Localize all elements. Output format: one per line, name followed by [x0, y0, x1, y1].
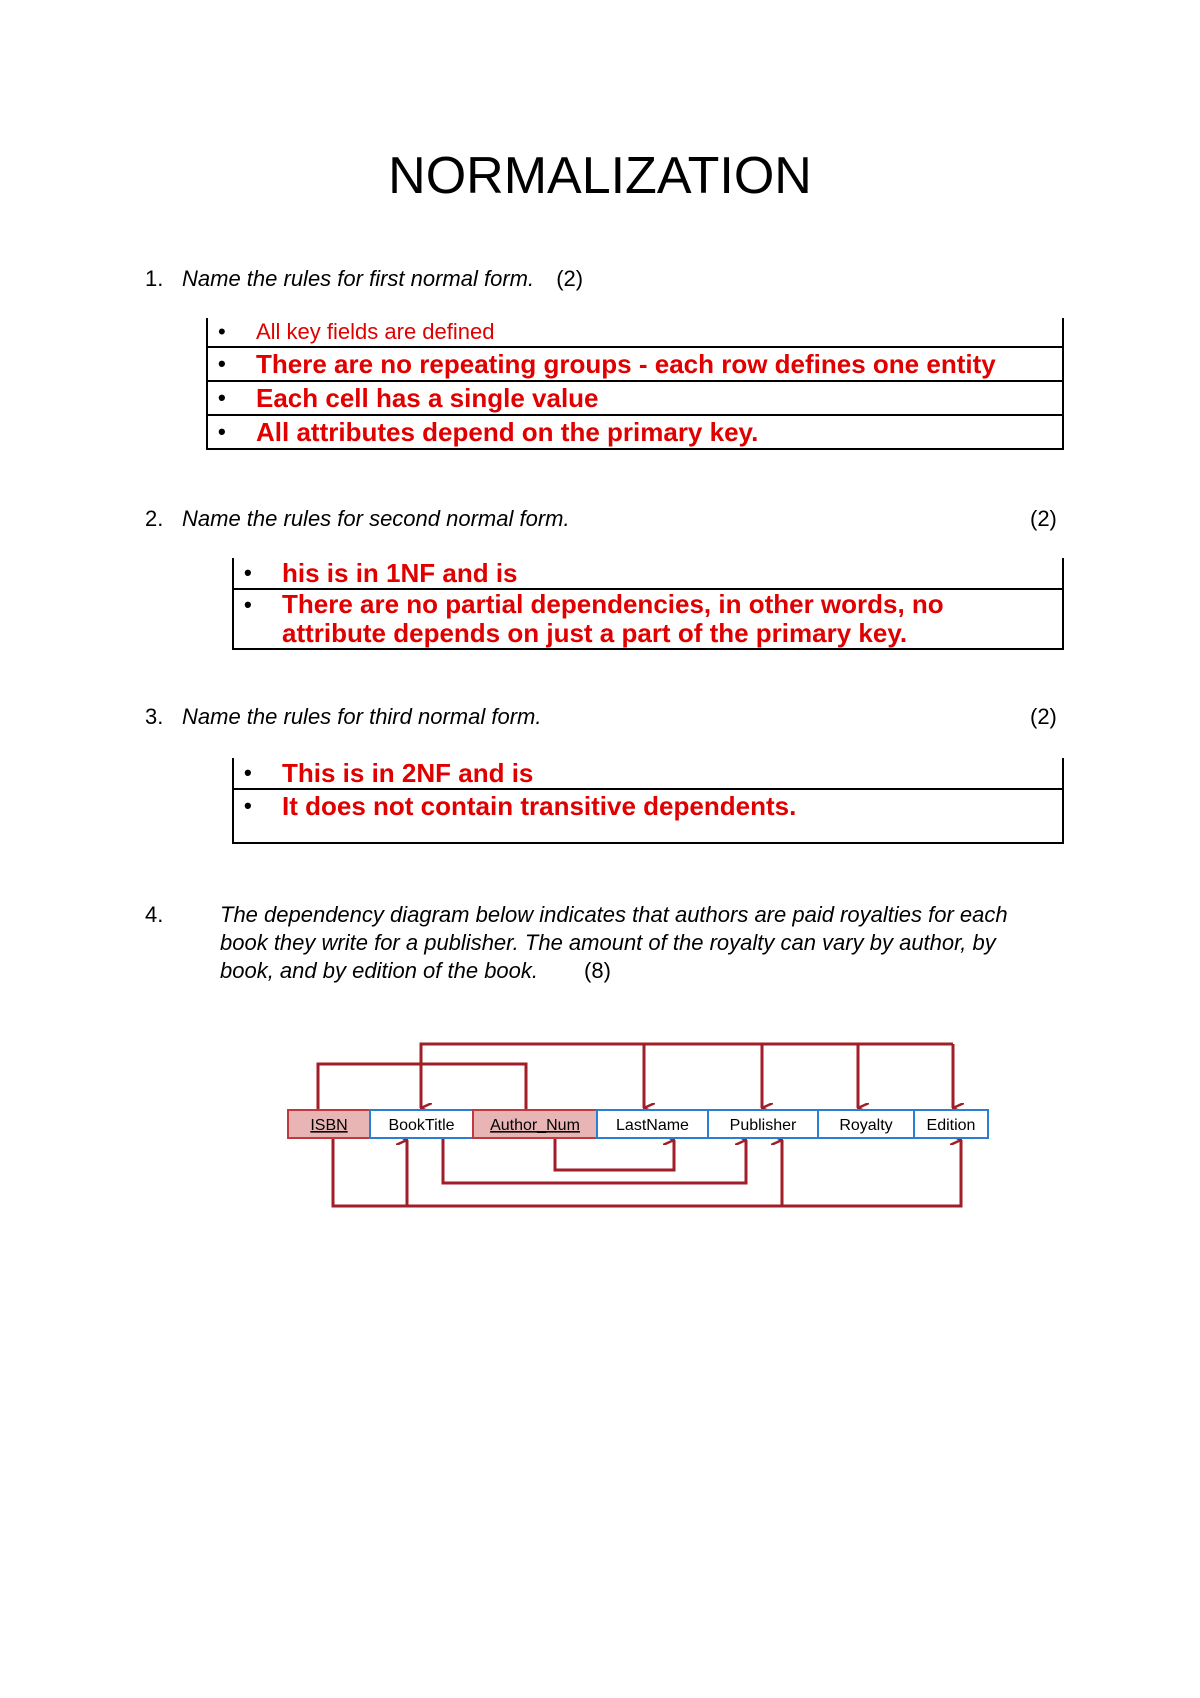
bullet: •: [244, 592, 252, 617]
attribute-boxes: [288, 1110, 988, 1138]
attribute-label: Publisher: [729, 1117, 797, 1134]
answer-text: Each cell has a single value: [256, 383, 599, 413]
answer-text: All attributes depend on the primary key.: [256, 417, 759, 447]
question-marks: (8): [584, 958, 611, 983]
answer-text: his is in 1NF and is: [282, 558, 518, 588]
answer-text: It does not contain transitive dependents.: [282, 791, 797, 821]
answer-text: There are no repeating groups - each row defines one entity: [256, 349, 996, 379]
question-marks: (2): [1030, 704, 1057, 729]
page-title: NORMALIZATION: [388, 147, 812, 205]
question-number: 4.: [145, 902, 164, 927]
answer-text: All key fields are defined: [256, 319, 495, 344]
question-marks: (2): [556, 266, 584, 291]
question-text: Name the rules for first normal form.: [182, 266, 535, 291]
attribute-label: Edition: [926, 1117, 976, 1134]
question-number: 1.: [145, 266, 164, 291]
answer-text: There are no partial dependencies, in other words, no attribute depends on just a part of the primary key.: [282, 589, 944, 648]
bullet: •: [218, 319, 226, 344]
bullet: •: [218, 351, 226, 376]
attribute-label: ISBN: [310, 1117, 348, 1134]
answer-text: This is in 2NF and is: [282, 758, 534, 788]
bullet: •: [244, 560, 252, 585]
question-text: Name the rules for second normal form.: [182, 506, 570, 531]
arrow-booktitle-publisher: [443, 1138, 746, 1183]
top-distribution-line: [421, 1044, 953, 1064]
question-marks: (2): [1030, 506, 1057, 531]
question-number: 2.: [145, 506, 164, 531]
arrow-author-lastname: [555, 1138, 674, 1170]
bullet: •: [244, 760, 252, 785]
question-text: Name the rules for third normal form.: [182, 704, 542, 729]
attribute-label: LastName: [616, 1117, 689, 1134]
bullet: •: [218, 385, 226, 410]
bullet: •: [218, 419, 226, 444]
attribute-label: Author_Num: [490, 1117, 580, 1134]
attribute-label: Royalty: [839, 1117, 893, 1134]
question-text-body: The dependency diagram below indicates that authors are paid royalties for each book they write for a publisher. The amount of the royalty can vary by author, by book, and by edition of the book.: [220, 902, 1008, 983]
attribute-label: BookTitle: [388, 1117, 455, 1134]
question-number: 3.: [145, 704, 164, 729]
arrow-isbn-edition: [333, 1138, 961, 1206]
bullet: •: [244, 793, 252, 818]
